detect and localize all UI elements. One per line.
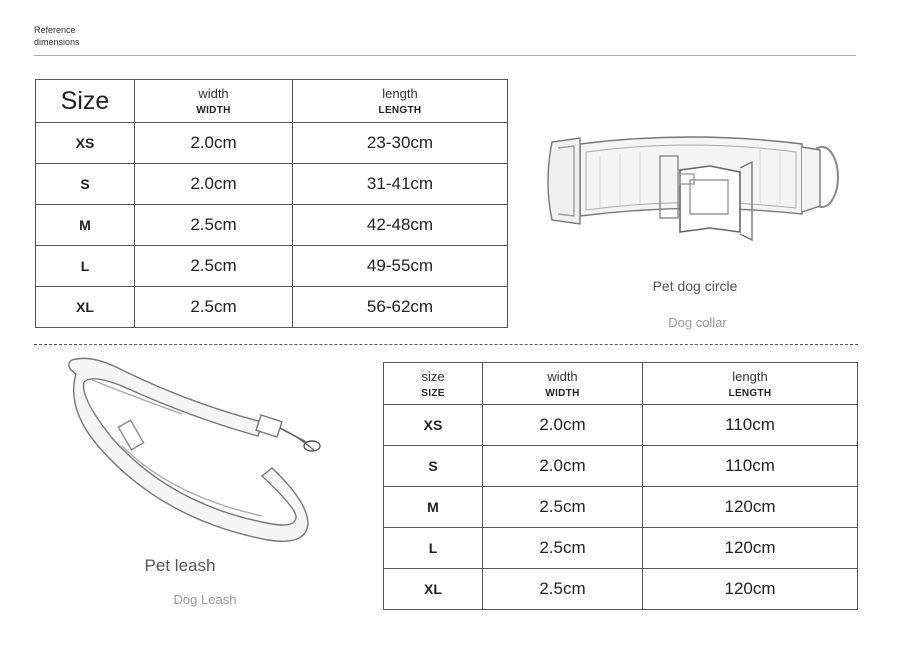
table-row bbox=[384, 405, 858, 446]
leash-caption: Pet leash bbox=[144, 556, 216, 575]
size-cell: XL bbox=[36, 287, 135, 328]
size-cell: S bbox=[36, 164, 135, 205]
length-cell: 120cm bbox=[643, 569, 858, 610]
width-header: width WIDTH bbox=[483, 363, 643, 405]
size-header: size SIZE bbox=[384, 363, 483, 405]
table-row bbox=[384, 528, 858, 569]
table-row bbox=[36, 164, 508, 205]
table-header-row bbox=[36, 80, 508, 123]
length-cell: 56-62cm bbox=[293, 287, 508, 328]
length-cell: 120cm bbox=[643, 528, 858, 569]
reference-dimensions-title: Reference dimensions bbox=[34, 25, 80, 47]
width-header: width WIDTH bbox=[135, 80, 293, 123]
length-cell: 110cm bbox=[643, 405, 858, 446]
length-cell: 110cm bbox=[643, 446, 858, 487]
width-cell: 2.5cm bbox=[483, 528, 643, 569]
length-header: length LENGTH bbox=[643, 363, 858, 405]
table-header-row bbox=[384, 363, 858, 405]
size-cell: S bbox=[384, 446, 483, 487]
length-cell: 49-55cm bbox=[293, 246, 508, 287]
size-cell: M bbox=[36, 205, 135, 246]
table-row bbox=[36, 287, 508, 328]
size-cell: L bbox=[384, 528, 483, 569]
width-cell: 2.0cm bbox=[135, 164, 293, 205]
size-header: Size bbox=[36, 80, 135, 123]
length-cell: 120cm bbox=[643, 487, 858, 528]
width-cell: 2.5cm bbox=[483, 487, 643, 528]
top-divider bbox=[34, 55, 856, 56]
leash-subcaption: Dog Leash bbox=[173, 592, 237, 607]
table-row bbox=[36, 246, 508, 287]
table-row bbox=[36, 205, 508, 246]
width-cell: 2.5cm bbox=[135, 287, 293, 328]
size-cell: XL bbox=[384, 569, 483, 610]
table-row bbox=[384, 569, 858, 610]
length-cell: 42-48cm bbox=[293, 205, 508, 246]
width-cell: 2.0cm bbox=[483, 446, 643, 487]
collar-subcaption: Dog collar bbox=[668, 315, 727, 330]
table-row bbox=[384, 487, 858, 528]
leash-size-table bbox=[383, 362, 858, 610]
size-cell: XS bbox=[384, 405, 483, 446]
width-cell: 2.5cm bbox=[135, 246, 293, 287]
length-cell: 23-30cm bbox=[293, 123, 508, 164]
width-cell: 2.0cm bbox=[135, 123, 293, 164]
table-row bbox=[36, 123, 508, 164]
size-cell: XS bbox=[36, 123, 135, 164]
length-header: length LENGTH bbox=[293, 80, 508, 123]
collar-caption: Pet dog circle bbox=[652, 278, 738, 294]
length-cell: 31-41cm bbox=[293, 164, 508, 205]
size-cell: M bbox=[384, 487, 483, 528]
dog-collar-illustration bbox=[540, 122, 840, 252]
size-cell: L bbox=[36, 246, 135, 287]
width-cell: 2.5cm bbox=[135, 205, 293, 246]
width-cell: 2.5cm bbox=[483, 569, 643, 610]
section-divider bbox=[34, 344, 858, 345]
dog-leash-illustration bbox=[62, 356, 332, 556]
collar-size-table bbox=[35, 79, 508, 328]
width-cell: 2.0cm bbox=[483, 405, 643, 446]
table-row bbox=[384, 446, 858, 487]
